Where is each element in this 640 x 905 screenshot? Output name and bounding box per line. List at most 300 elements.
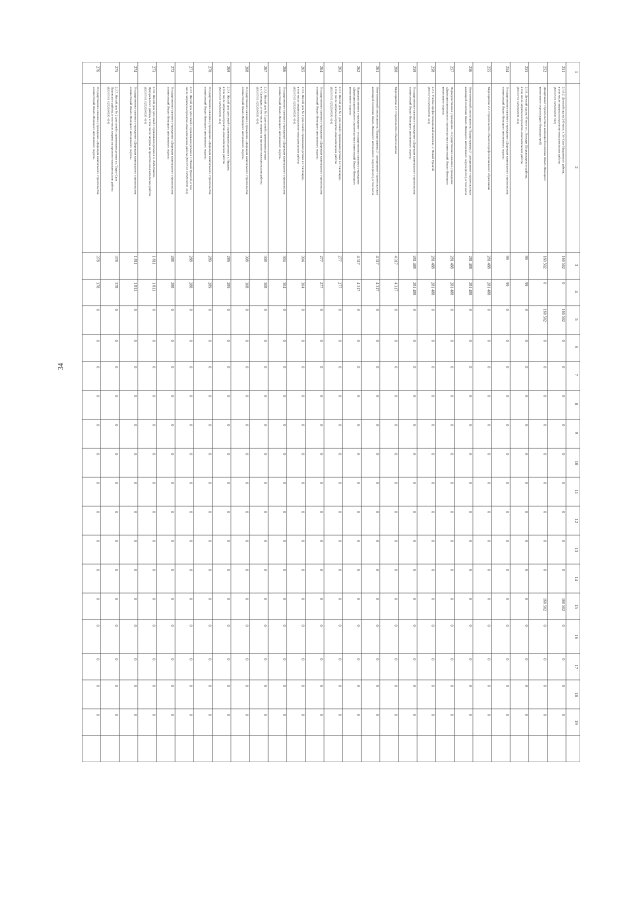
cell-value: 281 488 [467,255,473,269]
row-description: Государственное казенное учреждение «Дирекция капитального строительства [412,86,417,195]
cell-value: 0 [356,624,362,627]
row-description: жилищной политики Ямало-Ненецкого автономного округа (всего), в том числе [464,86,469,196]
cell-value: 0 [207,598,213,601]
cell-value: 0 [95,598,101,601]
cell-value: 0 [467,658,473,661]
cell-value: 0 [505,540,511,543]
cell-value: 277 [319,255,324,262]
column-header: 16 [574,634,579,639]
cell-value: 0 [188,569,194,572]
row-description: Подведомственное учреждение - государственное казенное учреждение [356,86,361,185]
cell-value: 0 [263,540,269,543]
cell-value: 0 [505,308,511,311]
cell-value: 0 [542,395,548,398]
cell-value: 0 [188,308,194,311]
cell-value: 0 [244,624,250,627]
cell-value: 378 [95,255,101,262]
column-header: 14 [574,576,579,582]
cell-value: 0 [114,713,120,716]
cell-value: 0 [412,339,418,342]
cell-value: 0 [542,569,548,572]
cell-value: 0 [356,511,362,514]
row-description: (833 05 01 0252034530 414) [255,86,260,124]
cell-value: 0 [281,624,287,627]
cell-value: 0 [486,395,492,398]
cell-value: 0 [170,511,176,514]
cell-value: 0 [225,713,231,716]
cell-value: 0 [300,482,306,485]
row-description: Пуровского района, в том числе затраты на проектно-изыскательские работы [110,86,115,192]
cell-value: 0 [523,684,529,687]
cell-value: 288 [188,282,194,289]
cell-value: 0 [207,308,213,311]
row-number: 269 [225,66,231,73]
cell-value: 0 [132,339,138,342]
cell-value: 0 [374,511,380,514]
cell-value: 288 [188,255,194,262]
cell-value: 0 [244,540,250,543]
cell-value: 0 [374,395,380,398]
row-description: 2.3.1. Жилой дом № 1 для семей с приемными детьми в г. Салехарде, [338,86,343,181]
cell-value: 0 [225,624,231,627]
cell-value: 0 [393,366,399,369]
cell-value: 0 [151,339,157,342]
cell-value: 0 [207,684,213,687]
cell-value: 0 [114,598,120,601]
cell-value: 308 [263,282,269,289]
cell-value: 0 [486,511,492,514]
cell-value: 0 [170,453,176,456]
cell-value: 0 [412,308,418,311]
cell-value: 308 [263,255,269,262]
row-description: «Дирекция капитального строительства и инвестиций Ямало-Ненецкого [352,86,357,186]
cell-value: 0 [263,511,269,514]
column-header: 8 [574,402,579,406]
cell-value: 0 [281,424,287,427]
cell-value: 0 [244,366,250,369]
cell-value: 0 [393,482,399,485]
cell-value: 160 502 [542,308,548,322]
cell-value: 0 [505,395,511,398]
cell-value: 99 [523,282,529,287]
cell-value: 281 488 [467,282,473,296]
cell-value: 0 [337,511,343,514]
cell-value: 0 [151,598,157,601]
cell-value: 0 [356,453,362,456]
cell-value: 0 [300,395,306,398]
cell-value: 0 [486,658,492,661]
cell-value: 0 [281,684,287,687]
cell-value: 0 [374,540,380,543]
cell-value: 0 [561,569,566,572]
cell-value: 0 [263,395,269,398]
cell-value: 0 [561,511,566,514]
cell-value: 0 [319,424,324,427]
cell-value: 0 [412,684,418,687]
row-number: 274 [132,66,138,73]
row-description: 2.1.8.2. Детский сад на 240 мест, г. Уо-Сале Надымского района, [561,86,566,174]
cell-value: 308 [244,255,250,262]
cell-value: 0 [467,453,473,456]
cell-value: 0 [281,308,287,311]
cell-value: 289 [207,282,213,289]
cell-value: 0 [188,598,194,601]
cell-value: 0 [337,395,343,398]
cell-value: 0 [132,713,138,716]
cell-value: 0 [95,395,101,398]
cell-value: 0 [505,339,511,342]
cell-value: 0 [374,569,380,572]
cell-value: 0 [188,658,194,661]
cell-value: 0 [263,308,269,311]
cell-value: 0 [561,453,566,456]
cell-value: 0 [561,624,566,627]
cell-value: 0 [486,713,492,716]
column-header: 17 [574,664,579,670]
cell-value: 0 [374,339,380,342]
cell-value: 0 [561,366,566,369]
cell-value: 0 [281,366,287,369]
cell-value: 0 [542,713,548,716]
cell-value: 0 [449,624,455,627]
row-description: Государственное казенное учреждение «Дирекция капитального строительства [96,86,101,195]
cell-value: 0 [225,339,231,342]
row-number: 267 [263,66,269,73]
cell-value: 0 [374,366,380,369]
column-header: 6 [574,346,579,349]
cell-value: 0 [505,482,511,485]
row-number: 264 [319,66,324,73]
row-description: 2.1.9. Детский сад на 45 мест в с. Лопхари Шурышкарского района, [524,86,529,179]
cell-value: 0 [319,511,324,514]
cell-value: 0 [412,624,418,627]
cell-value: 0 [188,339,194,342]
cell-value: 281 488 [449,282,455,296]
cell-value: 0 [281,453,287,456]
cell-value: 0 [467,424,473,427]
row-description: 2.3.5. Жилой дом для семей с приемными детьми в г. Новый Уренгой, в том [189,86,194,190]
cell-value: 0 [542,424,548,427]
cell-value: 0 [207,511,213,514]
cell-value: 160 502 [561,308,566,322]
cell-value: 0 [449,540,455,543]
cell-value: 0 [542,366,548,369]
cell-value: 0 [374,624,380,627]
row-description: (833 05 01 0252034530 414) [329,86,334,124]
cell-value: 0 [337,624,343,627]
cell-value: 0 [263,453,269,456]
cell-value: 0 [430,569,436,572]
cell-value: 0 [430,308,436,311]
cell-value: 0 [188,395,194,398]
cell-value: 0 [412,713,418,716]
cell-value: 0 [170,598,176,601]
cell-value: 0 [244,598,250,601]
cell-value: 0 [225,684,231,687]
cell-value: 0 [132,684,138,687]
cell-value: 0 [300,511,306,514]
cell-value: 0 [356,598,362,601]
cell-value: 0 [449,482,455,485]
cell-value: 0 [430,658,436,661]
cell-value: 0 [505,453,511,456]
cell-value: 0 [170,424,176,427]
row-description: Приуральского района, в том числе затраты на проектно-изыскательские работы [147,86,152,197]
cell-value: 0 [486,569,492,572]
cell-value: 0 [300,339,306,342]
cell-value: 0 [393,424,399,427]
cell-value: 0 [467,366,473,369]
cell-value: 99 [505,282,511,287]
cell-value: 0 [356,569,362,572]
cell-value: 0 [393,308,399,311]
row-description: (833 07 01 0252024539 414) [515,86,520,124]
cell-value: 0 [430,339,436,342]
cell-value: 0 [356,308,362,311]
cell-value: 0 [430,684,436,687]
row-number: 271 [188,66,194,73]
cell-value: 0 [337,598,343,601]
cell-value: 281 488 [412,282,418,296]
cell-value: 0 [486,598,492,601]
cell-value: 0 [132,395,138,398]
cell-value: 160 502 [542,255,548,269]
row-description: жилищной политики Ямало-Ненецкого автономного округа (всего), в том числе [371,86,376,196]
cell-value: 288 [170,282,176,289]
row-number: 259 [412,66,418,73]
cell-value: 0 [337,339,343,342]
cell-value: 0 [393,713,399,716]
row-description: Мероприятие 2.3. Строительство объектов жилья [393,86,398,154]
cell-value: 277 [337,282,343,289]
cell-value: 0 [170,624,176,627]
cell-value: 0 [523,366,529,369]
row-number: 251 [561,66,566,73]
cell-value: 0 [300,658,306,661]
row-description: Государственное казенное учреждение «Дирекция капитального строительства [245,86,250,195]
row-description: (833 05 01 0252034530 414) [106,86,111,124]
cell-value: 0 [337,569,343,572]
cell-value: 0 [374,598,380,601]
cell-value: 0 [244,339,250,342]
cell-value: 0 [486,339,492,342]
cell-value: 0 [412,453,418,456]
cell-value: 0 [356,684,362,687]
cell-value: 0 [151,658,157,661]
cell-value: 0 [412,482,418,485]
row-number: 257 [449,66,455,73]
cell-value: 0 [523,624,529,627]
row-description: в том числе затраты на проектно-изыскательские работы [557,86,562,164]
cell-value: 0 [356,339,362,342]
cell-value: 0 [319,713,324,716]
cell-value: 0 [542,624,548,627]
cell-value: 0 [561,713,566,716]
row-description: и инвестиций Ямало-Ненецкого автономного округа» [91,86,96,160]
cell-value: 0 [95,684,101,687]
cell-value: 0 [542,339,548,342]
cell-value: 0 [132,540,138,543]
cell-value: 0 [486,453,492,456]
cell-value: 0 [281,395,287,398]
row-description: Мероприятие 2.2. Строительство объектов профессионального образования [487,86,492,190]
cell-value: 0 [114,395,120,398]
cell-value: 0 [319,624,324,627]
cell-value: 0 [486,366,492,369]
cell-value: 0 [114,308,120,311]
cell-value: 0 [300,366,306,369]
cell-value: 0 [449,395,455,398]
cell-value: 0 [505,424,511,427]
cell-value: 0 [523,424,529,427]
cell-value: 0 [430,540,436,543]
cell-value: 304 [281,255,287,262]
cell-value: 0 [393,684,399,687]
cell-value: 0 [300,569,306,572]
cell-value: 0 [412,366,418,369]
cell-value: 0 [95,713,101,716]
cell-value: 0 [95,624,101,627]
cell-value: 0 [132,366,138,369]
cell-value: 0 [374,453,380,456]
cell-value: 0 [225,658,231,661]
cell-value: 0 [505,598,511,601]
cell-value: 0 [114,624,120,627]
cell-value: 0 [523,453,529,456]
cell-value: 0 [467,540,473,543]
cell-value: 4 317 [374,282,380,292]
cell-value: 0 [225,569,231,572]
cell-value: 0 [225,540,231,543]
cell-value: 0 [263,366,269,369]
cell-value: 0 [430,366,436,369]
cell-value: 0 [561,482,566,485]
row-description: и инвестиций Ямало-Ненецкого автономного округа» [166,86,171,160]
cell-value: 0 [207,540,213,543]
cell-value: 0 [151,482,157,485]
cell-value: 160 502 [542,598,548,612]
cell-value: 304 [300,282,306,289]
cell-value: 0 [561,684,566,687]
cell-value: 0 [505,713,511,716]
cell-value: 0 [430,511,436,514]
cell-value: 0 [281,569,287,572]
row-description: Подведомственное учреждение - государственное казенное учреждение [449,86,454,185]
cell-value: 0 [486,482,492,485]
cell-value: 0 [170,308,176,311]
cell-value: 0 [542,684,548,687]
cell-value: 281 488 [430,255,436,269]
cell-value: 0 [319,684,324,687]
cell-value: 1 811 [151,282,157,292]
cell-value: 0 [244,713,250,716]
row-description: (833 05 01 0252034530 414) [143,86,148,124]
column-header: 9 [574,431,579,434]
cell-value: 0 [207,624,213,627]
column-header: 11 [574,489,579,494]
cell-value: 0 [151,424,157,427]
cell-value: 0 [207,658,213,661]
cell-value: 0 [319,540,324,543]
cell-value: 4 317 [356,255,362,265]
cell-value: 0 [505,511,511,514]
cell-value: 0 [337,424,343,427]
row-description: Ответственный соисполнитель Подпрограммы 2 - департамент строительства и [375,86,380,196]
column-header: 18 [574,692,579,697]
row-number: 260 [393,66,399,73]
cell-value: 0 [225,308,231,311]
cell-value: 0 [114,511,120,514]
cell-value: 0 [467,395,473,398]
row-number: 276 [95,66,101,73]
cell-value: 378 [114,255,120,262]
row-description: (833 05 01 0252034530 414) [292,86,297,124]
cell-value: 0 [151,624,157,627]
cell-value: 0 [412,395,418,398]
cell-value: 0 [337,453,343,456]
cell-value: 0 [319,658,324,661]
cell-value: 99 [505,255,511,260]
cell-value: 0 [151,569,157,572]
cell-value: 0 [412,540,418,543]
cell-value: 0 [467,482,473,485]
row-description: Государственное казенное учреждение «Дирекция капитального строительства [282,86,287,195]
cell-value: 378 [95,282,101,289]
cell-value: 0 [132,569,138,572]
cell-value: 0 [337,658,343,661]
cell-value: 281 488 [430,282,436,296]
cell-value: 0 [374,713,380,716]
cell-value: 0 [523,569,529,572]
cell-value: 0 [114,424,120,427]
cell-value: 0 [263,482,269,485]
cell-value: 0 [337,482,343,485]
cell-value: 0 [449,598,455,601]
cell-value: 0 [337,540,343,543]
cell-value: 4 317 [356,282,362,292]
row-description: и инвестиций Ямало-Ненецкого автономного округа» [315,86,320,160]
row-description: в том числе затраты на проектно-изыскательские работы [520,86,525,164]
cell-value: 0 [132,658,138,661]
cell-value: 0 [207,482,213,485]
row-number: 266 [281,66,287,73]
cell-value: 0 [281,598,287,601]
cell-value: 0 [319,395,324,398]
cell-value: 0 [170,713,176,716]
cell-value: 0 [393,598,399,601]
cell-value: 0 [467,684,473,687]
cell-value: 0 [300,308,306,311]
row-number: 275 [114,66,120,73]
row-description: автономного округа (адрес/Ямалдорстрой) [538,86,543,145]
cell-value: 0 [337,713,343,716]
scan-margin [0,770,640,905]
cell-value: 0 [188,624,194,627]
cell-value: 0 [281,540,287,543]
cell-value: 0 [300,684,306,687]
column-header: 7 [574,373,579,377]
cell-value: 1 811 [132,255,138,265]
cell-value: 0 [319,339,324,342]
cell-value: 0 [505,366,511,369]
cell-value: 0 [561,658,566,661]
cell-value: 0 [542,282,548,285]
row-number: 254 [505,66,511,73]
cell-value: 0 [95,540,101,543]
cell-value: 308 [244,282,250,289]
cell-value: 0 [505,624,511,627]
cell-value: 0 [225,395,231,398]
